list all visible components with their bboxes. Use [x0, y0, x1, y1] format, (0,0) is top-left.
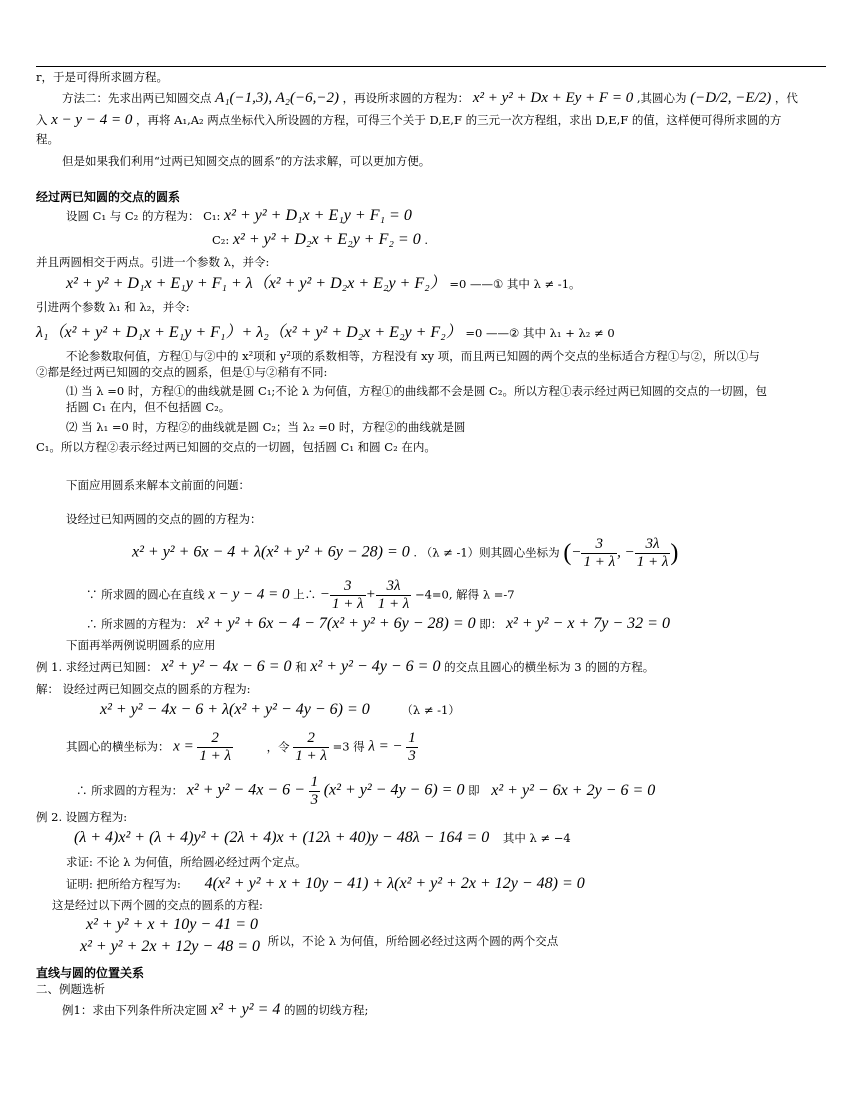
text-line: ⑴ 当 λ =0 时，方程①的曲线就是圆 C₁;不论 λ 为何值，方程①的曲线都不会是圆 C₂。所以方程①表示经过两已知圆的交点的一切圆，包	[66, 384, 767, 398]
text-line: 下面再举两例说明圆系的应用	[66, 638, 216, 652]
text-line: 例 2. 设圆方程为:	[36, 810, 128, 824]
equation-line: λ₁（x² + y² + D₁x + E₁y + F₁）+ λ₂（x² + y² + D₂x + E₂y + F₂） =0 ——② 其中 λ₁ + λ₂ ≠ 0	[36, 324, 615, 341]
text-line: ②都是经过两已知圆的交点的圆系，但是①与②稍有不同:	[36, 365, 328, 379]
equation-line: x² + y² + x + 10y − 41 = 0	[86, 916, 258, 933]
text-line: 这是经过以下两个圆的交点的圆系的方程:	[52, 898, 263, 912]
text-line: 下面应用圆系来解本文前面的问题：	[66, 478, 250, 492]
equation-line: x² + y² + 6x − 4 + λ(x² + y² + 6y − 28) = 0 . （λ ≠ -1）则其圆心坐标为 (− $\frac{3}{1 + \lambda}$ , − $\frac{3\lambda}{1 + \lambda}$ )	[132, 536, 679, 570]
text-line: 不论参数取何值，方程①与②中的 x²项和 y²项的系数相等，方程没有 xy 项，而且两已知圆的两个交点的坐标适合方程①与②，所以①与	[66, 349, 760, 363]
equation-line: x² + y² − 4x − 6 + λ(x² + y² − 4y − 6) = 0 （λ ≠ -1）	[100, 701, 460, 718]
equation-line: 其圆心的横坐标为： x = $\frac{2}{1 + \lambda}$ ，令 $\frac{2}{1 + \lambda}$ =3 得 λ = − $\frac{1}{3}$	[66, 730, 416, 764]
text-line: C₁。所以方程②表示经过两已知圆的交点的一切圆，包括圆 C₁ 和圆 C₂ 在内。	[36, 440, 436, 454]
text-line: ⑵ 当 λ₁ =0 时，方程②的曲线就是圆 C₂；当 λ₂ =0 时，方程②的曲线就是圆	[66, 420, 466, 434]
equation-line: x² + y² + 2x + 12y − 48 = 0 所以，不论 λ 为何值，所给圆必经过这两个圆的两个交点	[80, 934, 559, 955]
text-line: 解： 设经过两已知圆交点的圆系的方程为:	[36, 682, 251, 696]
section-heading: 直线与圆的位置关系	[36, 966, 145, 980]
equation-line: (λ + 4)x² + (λ + 4)y² + (2λ + 4)x + (12λ + 40)y − 48λ − 164 = 0 其中 λ ≠ −4	[74, 829, 571, 846]
equation-line: 例 1. 求经过两已知圆： x² + y² − 4x − 6 = 0 和 x² + y² − 4y − 6 = 0 的交点且圆心的横坐标为 3 的圆的方程。	[36, 658, 655, 675]
text-line: 括圆 C₁ 在内，但不包括圆 C₂。	[66, 400, 231, 414]
equation-line: ∴ 所求圆的方程为： x² + y² − 4x − 6 − $\frac{1}{3}$ (x² + y² − 4y − 6) = 0 即 x² + y² − 6x + 2y − 6 = 0	[76, 774, 656, 808]
section-heading: 经过两已知圆的交点的圆系	[36, 190, 181, 204]
text-line: 设经过已知两圆的交点的圆的方程为：	[66, 512, 262, 526]
text-line: 方法二：先求出两已知圆交点 A₁(−1,3), A₂(−6,−2) ，再设所求圆的方程为： x² + y² + Dx + Ey + F = 0 ,其圆心为 (−D/2, −E/2) ，代	[62, 90, 798, 106]
text-line: 引进两个参数 λ₁ 和 λ₂，并令:	[36, 300, 190, 314]
text-line: 二、例题选析	[36, 982, 105, 996]
equation-line: ∵ 所求圆的圆心在直线 x − y − 4 = 0 上∴ − $\frac{3}{1 + \lambda}$ + $\frac{3\lambda}{1 + \lambda}$ −4=0, 解得 λ =-7	[86, 578, 515, 612]
text-line: 但是如果我们利用“过两已知圆交点的圆系”的方法求解，可以更加方便。	[62, 154, 431, 168]
equation-line: 证明: 把所给方程写为: 4(x² + y² + x + 10y − 41) + λ(x² + y² + 2x + 12y − 48) = 0	[66, 875, 585, 892]
text-line: 并且两圆相交于两点。引进一个参数 λ，并令:	[36, 255, 270, 269]
text-line: r，于是可得所求圆方程。	[36, 70, 168, 84]
text-line: 程。	[36, 132, 59, 146]
equation-line: x² + y² + D₁x + E₁y + F₁ + λ（x² + y² + D₂x + E₂y + F₂） =0 ——① 其中 λ ≠ -1。	[66, 275, 581, 292]
text-line: C₂: x² + y² + D₂x + E₂y + F₂ = 0 .	[212, 231, 429, 248]
header-rule	[36, 66, 826, 67]
text-line: 入 x − y − 4 = 0 ，再将 A₁,A₂ 两点坐标代入所设圆的方程，可得三个关于 D,E,F 的三元一次方程组，求出 D,E,F 的值，这样便可得所求圆的方	[36, 112, 782, 128]
equation-line: ∴ 所求圆的方程为： x² + y² + 6x − 4 − 7(x² + y² + 6y − 28) = 0 即： x² + y² − x + 7y − 32 = 0	[86, 615, 670, 632]
text-line: 设圆 C₁ 与 C₂ 的方程为： C₁: x² + y² + D₁x + E₁y + F₁ = 0	[66, 207, 412, 224]
equation-line: 例1：求由下列条件所决定圆 x² + y² = 4 的圆的切线方程;	[62, 1001, 369, 1018]
text-line: 求证: 不论 λ 为何值，所给圆必经过两个定点。	[66, 855, 307, 869]
